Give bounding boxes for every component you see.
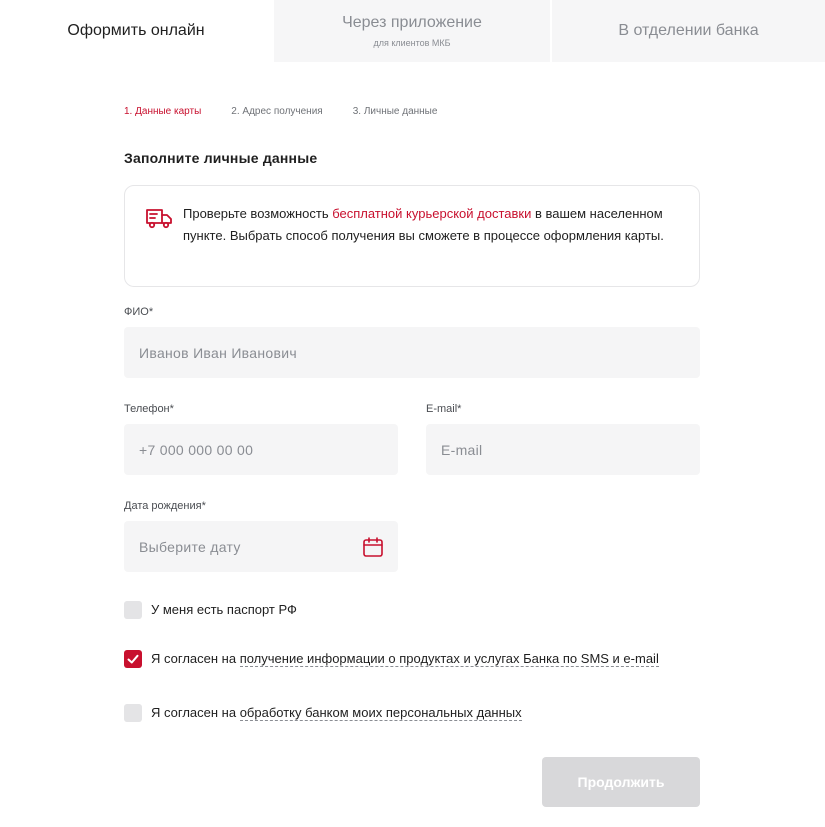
phone-placeholder: +7 000 000 00 00 bbox=[139, 441, 254, 458]
email-placeholder: E-mail bbox=[441, 441, 483, 458]
tab-branch[interactable] bbox=[552, 0, 825, 62]
delivery-notice bbox=[124, 185, 700, 287]
personal-data-consent-link[interactable]: обработку банком моих персональных данных bbox=[239, 705, 522, 720]
step-indicator bbox=[124, 106, 467, 117]
delivery-notice-text bbox=[183, 203, 683, 246]
free-delivery-link[interactable]: бесплатной курьерской доставки bbox=[332, 206, 532, 221]
continue-button[interactable]: Продолжить bbox=[542, 757, 700, 807]
dob-label: Дата рождения* bbox=[124, 500, 206, 512]
tab-app-sublabel: для клиентов МКБ bbox=[373, 38, 451, 48]
checkmark-icon bbox=[124, 650, 142, 668]
fio-placeholder: Иванов Иван Иванович bbox=[139, 344, 297, 361]
calendar-icon[interactable] bbox=[362, 536, 384, 558]
page-title: Заполните личные данные bbox=[124, 150, 318, 166]
notice-text-after: в вашем населенном пункте. Выбрать способ получения вы сможете в процессе оформления карты. bbox=[183, 206, 664, 243]
tab-app-label: Через приложение bbox=[342, 14, 482, 31]
tab-online-label: Оформить онлайн bbox=[67, 22, 205, 39]
email-input[interactable] bbox=[426, 424, 700, 475]
email-label: E-mail* bbox=[426, 403, 462, 415]
personal-data-consent-prefix: Я согласен на bbox=[151, 705, 240, 720]
channel-tabs bbox=[0, 0, 825, 62]
tab-app[interactable] bbox=[274, 0, 550, 62]
passport-check-row bbox=[124, 600, 297, 620]
sms-consent-label bbox=[151, 649, 696, 669]
delivery-truck-icon bbox=[145, 206, 173, 230]
sms-consent-checkbox[interactable] bbox=[124, 650, 142, 668]
fio-input[interactable] bbox=[124, 327, 700, 378]
sms-consent-prefix: Я согласен на bbox=[151, 651, 240, 666]
personal-data-consent-checkbox[interactable] bbox=[124, 704, 142, 722]
phone-input[interactable] bbox=[124, 424, 398, 475]
passport-checkbox[interactable] bbox=[124, 601, 142, 619]
fio-label: ФИО* bbox=[124, 306, 154, 318]
personal-data-consent-row bbox=[124, 703, 522, 723]
tab-branch-label: В отделении банка bbox=[618, 22, 759, 39]
dob-placeholder: Выберите дату bbox=[139, 538, 241, 555]
phone-label: Телефон* bbox=[124, 403, 174, 415]
step-personal-data: 3. Личные данные bbox=[352, 106, 438, 117]
dob-input[interactable] bbox=[124, 521, 398, 572]
passport-check-label: У меня есть паспорт РФ bbox=[151, 602, 297, 617]
notice-text-before: Проверьте возможность bbox=[183, 206, 333, 221]
step-card-data: 1. Данные карты bbox=[124, 106, 202, 117]
step-delivery-address: 2. Адрес получения bbox=[231, 106, 323, 117]
tab-online[interactable] bbox=[0, 0, 272, 62]
personal-data-consent-label bbox=[151, 703, 522, 723]
sms-consent-row bbox=[124, 649, 700, 669]
sms-consent-link[interactable]: получение информации о продуктах и услугах Банка по SMS и e-mail bbox=[239, 651, 659, 666]
